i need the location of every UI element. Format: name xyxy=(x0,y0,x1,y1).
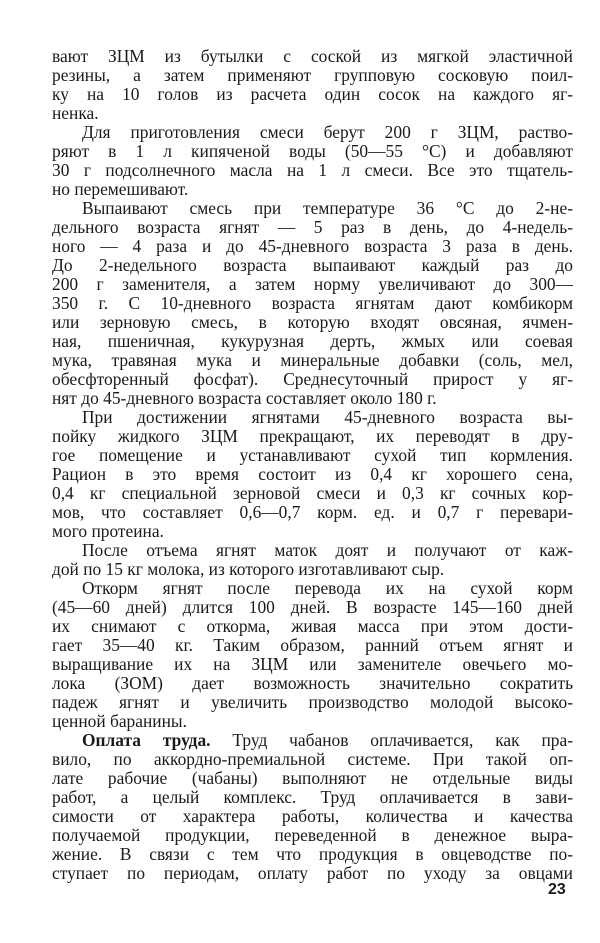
paragraph xyxy=(52,199,573,408)
text-line xyxy=(52,237,573,256)
line-text: ступает по периодам, оплату работ по уходу за овцами xyxy=(52,864,573,883)
line-text: нят до 45-дневного возраста составляет около 180 г. xyxy=(52,389,437,408)
text-line xyxy=(52,617,573,636)
line-text: ная, пшеничная, кукурузная дерть, жмых или соевая xyxy=(52,332,573,351)
text-line xyxy=(52,826,573,845)
text-line xyxy=(52,85,573,104)
line-text: падеж ягнят и увеличить производство молодой высоко- xyxy=(52,693,573,712)
text-line xyxy=(52,332,573,351)
paragraph xyxy=(52,47,573,123)
line-text: При достижении ягнятами 45-дневного возраста вы- xyxy=(82,408,573,427)
line-text: гает 35—40 кг. Таким образом, ранний отъем ягнят и xyxy=(52,636,573,655)
line-text: жение. В связи с тем что продукция в овцеводстве по- xyxy=(52,845,573,864)
line-text: гое помещение и устанавливают сухой тип кормления. xyxy=(52,446,573,465)
text-line xyxy=(52,47,573,66)
line-text: получаемой продукции, переведенной в денежное выра- xyxy=(52,826,573,845)
text-line xyxy=(52,864,573,883)
line-text: Откорм ягнят после перевода их на сухой корм xyxy=(82,579,573,598)
text-line xyxy=(52,446,573,465)
text-line xyxy=(52,351,573,370)
page-number: 23 xyxy=(548,881,566,898)
text-line xyxy=(52,598,573,617)
text-line xyxy=(52,788,573,807)
line-text: После отъема ягнят маток доят и получают от каж- xyxy=(82,541,573,560)
text-line xyxy=(52,408,573,427)
text-line xyxy=(52,579,573,598)
section-lead-heading: Оплата труда. xyxy=(82,731,211,750)
line-text: обесфторенный фосфат). Среднесуточный прирост у яг- xyxy=(52,370,573,389)
text-line xyxy=(52,807,573,826)
line-text: дельного возраста ягнят — 5 раз в день, до 4-недель- xyxy=(52,218,573,237)
text-line xyxy=(52,503,573,522)
text-line xyxy=(52,427,573,446)
line-text: 200 г заменителя, а затем норму увеличивают до 300— xyxy=(52,275,573,294)
text-line xyxy=(52,123,573,142)
line-text: работ, а целый комплекс. Труд оплачивается в зави- xyxy=(52,788,573,807)
text-line xyxy=(52,313,573,332)
line-text: ного — 4 раза и до 45-дневного возраста 3 раза в день. xyxy=(52,237,573,256)
text-line xyxy=(52,161,573,180)
text-line xyxy=(52,218,573,237)
text-line xyxy=(52,256,573,275)
text-line xyxy=(52,731,573,750)
text-line xyxy=(52,275,573,294)
line-text: мука, травяная мука и минеральные добавки (соль, мел, xyxy=(52,351,573,370)
line-text: мого протеина. xyxy=(52,522,164,541)
line-text: вают ЗЦМ из бутылки с соской из мягкой эластичной xyxy=(52,47,573,66)
text-line xyxy=(52,693,573,712)
line-text: 350 г. С 10-дневного возраста ягнятам дают комбикорм xyxy=(52,294,573,313)
text-line xyxy=(52,465,573,484)
text-line xyxy=(52,845,573,864)
line-text: лока (ЗОМ) дает возможность значительно сократить xyxy=(52,674,573,693)
line-text: 30 г подсолнечного масла на 1 л смеси. Все это тщатель- xyxy=(52,161,573,180)
line-text: ненка. xyxy=(52,104,99,123)
line-text: лате рабочие (чабаны) выполняют не отдельные виды xyxy=(52,769,573,788)
line-text: Для приготовления смеси берут 200 г ЗЦМ, раство- xyxy=(82,123,573,142)
text-line xyxy=(52,66,573,85)
line-text: ценной баранины. xyxy=(52,712,187,731)
text-line xyxy=(52,199,573,218)
body-text xyxy=(52,47,573,883)
paragraph xyxy=(52,408,573,541)
text-line xyxy=(52,389,573,408)
text-line xyxy=(52,655,573,674)
line-text: 0,4 кг специальной зерновой смеси и 0,3 кг сочных кор- xyxy=(52,484,573,503)
text-line xyxy=(52,180,573,199)
paragraph xyxy=(52,731,573,883)
line-text: ку на 10 голов из расчета один сосок на каждого яг- xyxy=(52,85,573,104)
text-line xyxy=(52,674,573,693)
line-text: ряют в 1 л кипяченой воды (50—55 °С) и добавляют xyxy=(52,142,573,161)
text-line xyxy=(52,294,573,313)
line-text: мов, что составляет 0,6—0,7 корм. ед. и 0,7 г перевари- xyxy=(52,503,573,522)
line-text: пойку жидкого ЗЦМ прекращают, их переводят в дру- xyxy=(52,427,573,446)
paragraph xyxy=(52,123,573,199)
line-text: (45—60 дней) длится 100 дней. В возрасте 145—160 дней xyxy=(52,598,573,617)
text-line xyxy=(52,712,573,731)
text-line xyxy=(52,636,573,655)
text-line xyxy=(52,750,573,769)
text-line xyxy=(52,104,573,123)
line-text: симости от характера работы, количества и качества xyxy=(52,807,573,826)
text-line xyxy=(52,522,573,541)
text-line xyxy=(52,142,573,161)
text-line xyxy=(52,769,573,788)
text-line xyxy=(52,541,573,560)
line-text: дой по 15 кг молока, из которого изготавливают сыр. xyxy=(52,560,445,579)
paragraph xyxy=(52,541,573,579)
line-text: их снимают с откорма, живая масса при этом дости- xyxy=(52,617,573,636)
text-line xyxy=(52,560,573,579)
line-text: Труд чабанов оплачивается, как пра- xyxy=(232,731,573,750)
line-text: До 2-недельного возраста выпаивают каждый раз до xyxy=(52,256,573,275)
text-line xyxy=(52,370,573,389)
line-text: Выпаивают смесь при температуре 36 °С до 2-не- xyxy=(82,199,573,218)
text-line xyxy=(52,484,573,503)
line-text: или зерновую смесь, в которую входят овсяная, ячмен- xyxy=(52,313,573,332)
line-text: вило, по аккордно-премиальной системе. При такой оп- xyxy=(52,750,573,769)
line-text: выращивание их на ЗЦМ или заменителе овечьего мо- xyxy=(52,655,573,674)
paragraph xyxy=(52,579,573,731)
line-text: Рацион в это время состоит из 0,4 кг хорошего сена, xyxy=(52,465,573,484)
line-text: но перемешивают. xyxy=(52,180,189,199)
line-text: резины, а затем применяют групповую сосковую поил- xyxy=(52,66,573,85)
